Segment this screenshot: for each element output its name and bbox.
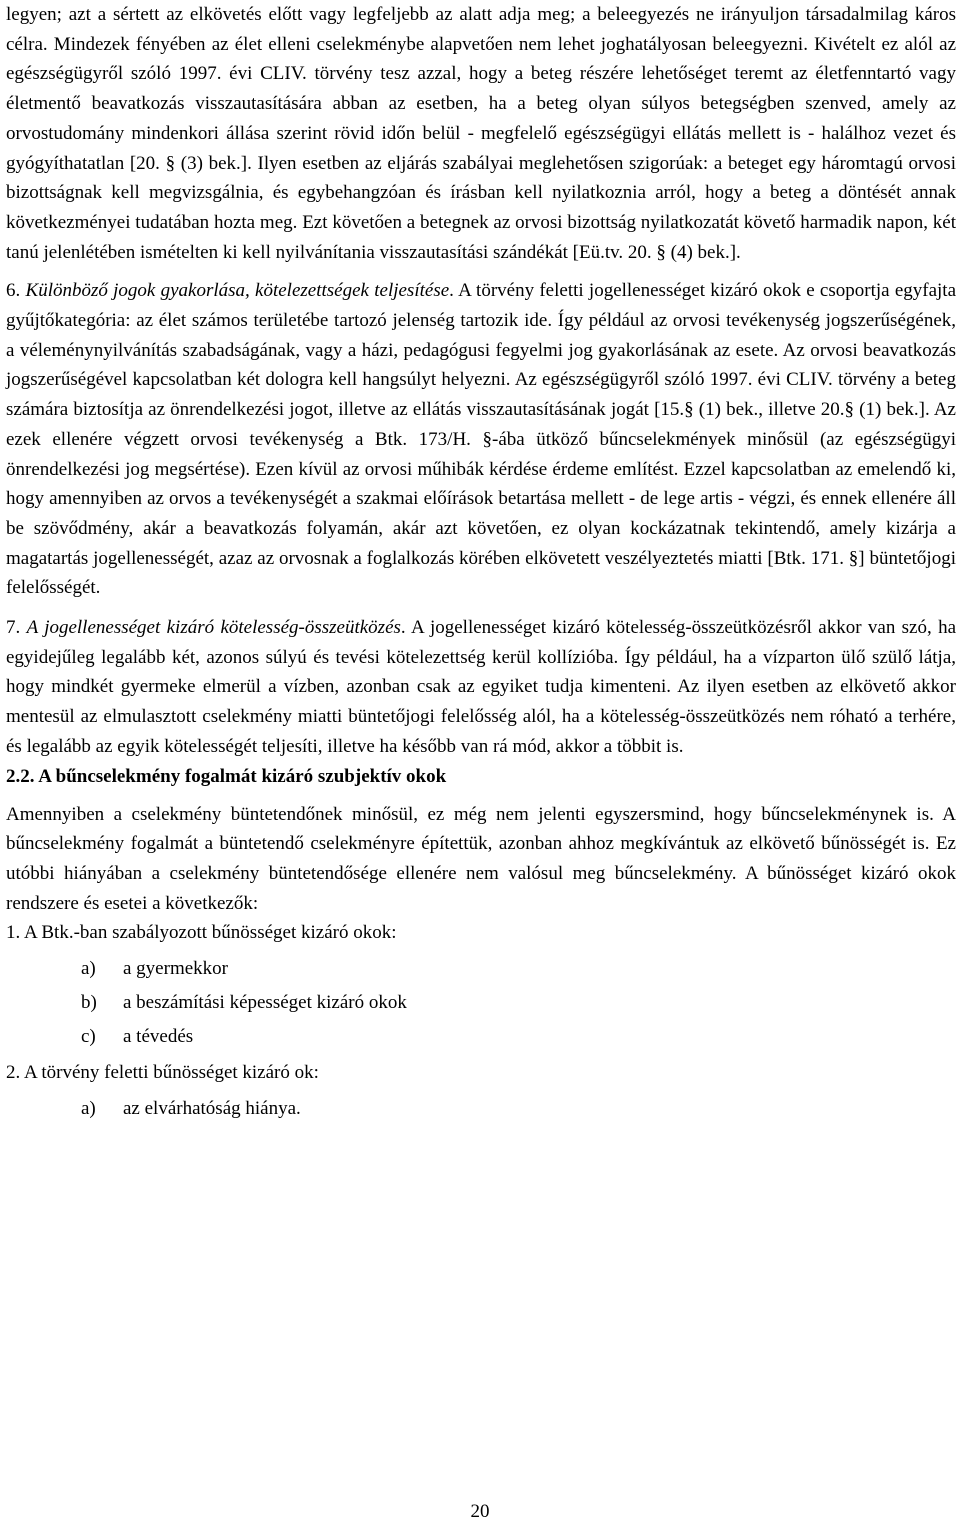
document-page xyxy=(6,0,956,1124)
list-marker: c) xyxy=(81,1026,96,1048)
list-1 xyxy=(6,954,956,1052)
list-item xyxy=(6,1094,956,1124)
list-item xyxy=(6,954,956,984)
section-number-6: 6. xyxy=(6,280,26,302)
list-text: a beszámítási képességet kizáró okok xyxy=(123,992,407,1014)
section-title-6: Különböző jogok gyakorlása, kötelezettségek teljesítése xyxy=(25,280,450,302)
list-title-2: 2. A törvény feletti bűnösséget kizáró ok: xyxy=(6,1062,319,1084)
section-heading: 2.2. A bűncselekmény fogalmát kizáró szubjektív okok xyxy=(6,765,447,787)
list-text: a gyermekkor xyxy=(123,958,228,980)
page-number: 20 xyxy=(470,1501,490,1522)
section-title-7: A jogellenességet kizáró kötelesség-összeütközés xyxy=(26,617,401,639)
paragraph-rights-exercise xyxy=(6,276,956,603)
section-body-6: . A törvény feletti jogellenességet kizáró okok e csoportja egyfajta gyűjtőkategória: az élet számos területébe tartozó jelenség tartozik ide. Így például az orvosi tevékenység jogszerűségének, a véleménynyilvánítás szabadságának, vagy a házi, pedagógusi fegyelmi jog gyakorlásának az esete. Az orvosi beavatkozás jogszerűségével kapcsolatban két dologra kell hangsúlyt helyezni. Az egészségügyről szóló 1997. évi CLIV. törvény a beteg számára biztosítja az önrendelkezési jogot, illetve az ellátás visszautasításának jogát [15.§ (1) bek., illetve 20.§ (1) bek.]. Az ezek ellenére végzett orvosi tevékenység a Btk. 173/H. §-ába ütköző bűncselekmények minősül (az egészségügyi önrendelkezési jog megsértése). Ezen kívül az orvosi műhibák kérdése érdeme említést. Ezzel kapcsolatban az emelendő ki, hogy amennyiben az orvos a tevékenységét a szakmai előírások betartása mellett - de lege artis - végzi, és ennek ellenére áll be szövődmény, akár a beavatkozás folyamán, akár azt követően, ez olyan kockázatnak tekintendő, amely kizárja a magatartás jogellenességét, azaz az orvosnak a foglalkozás körében elkövetett veszélyeztetés miatti [Btk. 171. §] büntetőjogi felelősségét. xyxy=(6,280,957,599)
list-marker: b) xyxy=(81,992,97,1014)
list-marker: a) xyxy=(81,958,96,980)
list-item xyxy=(6,1022,956,1052)
section-number-7: 7. xyxy=(6,617,27,639)
list-text: az elvárhatóság hiánya. xyxy=(123,1098,301,1120)
paragraph-duty-conflict xyxy=(6,613,956,762)
list-title-1: 1. A Btk.-ban szabályozott bűnösséget kizáró okok: xyxy=(6,922,397,944)
list-marker: a) xyxy=(81,1098,96,1120)
section-body-7: . A jogellenességet kizáró kötelesség-összeütközésről akkor van szó, ha egyidejűleg legalább két, azonos súlyú és tevési kötelezettség kerül kollízióba. Így például, ha a vízparton ülő szülő látja, hogy mindkét gyermeke elmerül a vízben, azonban csak az egyiket tudja kimenteni. Az ilyen esetben az elkövető akkor mentesül az elmulasztott cselekmény miatti büntetőjogi felelősség alól, ha a kötelesség-összeütközés nem róható a terhére, és legalább az egyik kötelességét teljesíti, illetve ha később van rá mód, akkor a többit is. xyxy=(6,617,957,757)
paragraph-consent: legyen; azt a sértett az elkövetés előtt vagy legfeljebb az alatt adja meg; a beleegyezés ne irányuljon társadalmilag káros célra. Mindezek fényében az élet elleni cselekménybe alapvetően nem lehet joghatályosan beleegyezni. Kivételt ez alól az egészségügyről szóló 1997. évi CLIV. törvény tesz azzal, hogy a beteg részére lehetőséget teremt az életfenntartó vagy életmentő beavatkozás visszautasítására abban az esetben, ha a beteg olyan súlyos betegségben szenved, amely az orvostudomány mindenkori állása szerint rövid időn belül - megfelelő egészségügyi ellátás mellett is - halálhoz vezet és gyógyíthatatlan [20. § (3) bek.]. Ilyen esetben az eljárás szabályai meglehetősen szigorúak: a beteget egy háromtagú orvosi bizottságnak kell megvizsgálnia, és egybehangzóan és írásban kell nyilatkoznia arról, hogy a beteg a döntését annak következményei tudatában hozta meg. Ezt követően a betegnek az orvosi bizottság nyilatkozatát követő harmadik napon, két tanú jelenlétében ismételten ki kell nyilvánítania visszautasítási szándékát [Eü.tv. 20. § (4) bek.]. xyxy=(6,4,956,263)
list-2 xyxy=(6,1094,956,1124)
list-text: a tévedés xyxy=(123,1026,194,1048)
paragraph-culpability: Amennyiben a cselekmény büntetendőnek minősül, ez még nem jelenti egyszersmind, hogy bűncselekménynek is. A bűncselekmény fogalmát a büntetendő cselekményre építettük, azonban ahhoz megkívántuk az elkövető bűnösségét is. Ez utóbbi hiányában a cselekmény büntetendősége ellenére nem valósul meg bűncselekmény. A bűnösséget kizáró okok rendszere és esetei a következők: xyxy=(6,803,956,914)
list-item xyxy=(6,988,956,1018)
